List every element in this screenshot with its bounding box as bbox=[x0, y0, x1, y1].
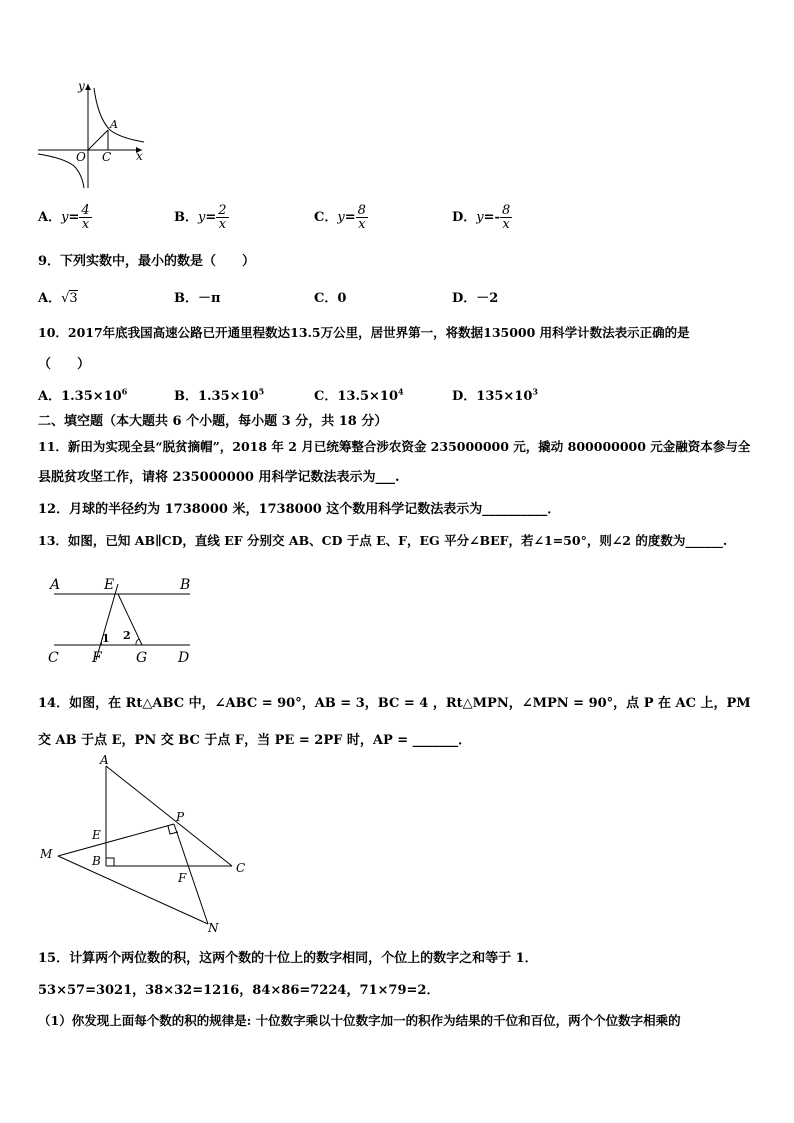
fig13-C: C bbox=[48, 650, 59, 666]
figure-q13-parallel-lines bbox=[44, 572, 204, 668]
q13-stem: 13．如图，已知 AB∥CD，直线 EF 分别交 AB、CD 于点 E、F，EG 平分∠BEF，若∠1=50°，则∠2 的度数为______. bbox=[38, 533, 728, 548]
fig14-B: B bbox=[92, 854, 101, 868]
q9-option-a: A．√3 bbox=[38, 291, 78, 306]
q9-option-c: C．0 bbox=[314, 291, 347, 306]
q11-line1: 11．新田为实现全县“脱贫摘帽”，2018 年 2 月已统筹整合涉农资金 235000000 元，撬动 800000000 元金融资本参与全 bbox=[38, 439, 751, 454]
figure-q8-graph bbox=[34, 78, 154, 193]
fig14-M: M bbox=[40, 847, 53, 861]
fig14-E: E bbox=[92, 828, 101, 842]
fig13-B: B bbox=[180, 577, 191, 593]
fig13-D: D bbox=[178, 650, 190, 666]
q10-option-d: D．$135\times 10^3$ bbox=[452, 386, 538, 404]
fig13-E: E bbox=[104, 577, 115, 593]
q8-option-d: D．y=- $\frac{8}{x}$ bbox=[452, 203, 511, 232]
fig8-y: y bbox=[78, 79, 85, 93]
fig14-N: N bbox=[208, 921, 219, 934]
q9-stem: 9．下列实数中，最小的数是（ ） bbox=[38, 254, 256, 269]
fig13-angle2: 2 bbox=[123, 629, 131, 642]
fig14-A: A bbox=[100, 753, 109, 767]
q8-option-c: C．y= $\frac{8}{x}$ bbox=[314, 203, 366, 232]
fig8-O: O bbox=[76, 150, 86, 164]
fig8-A: A bbox=[110, 118, 118, 131]
q15-sub1: （1）你发现上面每个数的积的规律是: 十位数字乘以十位数字加一的积作为结果的千位和百位，两个个位数字相乘的 bbox=[38, 1013, 681, 1028]
q15-stem: 15．计算两个两位数的积，这两个数的十位上的数字相同，个位上的数字之和等于 1． bbox=[38, 951, 538, 966]
q10-option-a: A．$1.35\times 10^6$ bbox=[38, 386, 128, 404]
figure-q14-triangles bbox=[36, 752, 256, 934]
section-2-heading: 二、填空题（本大题共 6 个小题，每小题 3 分，共 18 分） bbox=[38, 414, 388, 429]
q9-option-b: B．－π bbox=[174, 291, 221, 306]
q10-stem: 10．2017年底我国高速公路已开通里程数达13.5万公里，居世界第一，将数据135000 用科学计数法表示正确的是 bbox=[38, 325, 690, 340]
fig13-angle1: 1 bbox=[102, 632, 110, 645]
fig13-G: G bbox=[136, 650, 148, 666]
q11-line2: 县脱贫攻坚工作，请将 235000000 用科学记数法表示为___. bbox=[38, 470, 400, 485]
q12-stem: 12．月球的半径约为 1738000 米，1738000 这个数用科学记数法表示为__________． bbox=[38, 502, 561, 517]
fig8-x: x bbox=[136, 149, 143, 163]
fig8-C: C bbox=[102, 150, 112, 164]
fig13-A: A bbox=[50, 577, 61, 593]
q10-paren: （ ） bbox=[38, 357, 91, 372]
q15-examples: 53×57=3021，38×32=1216，84×86=7224，71×79=2． bbox=[38, 983, 440, 998]
q9-option-d: D．－2 bbox=[452, 291, 499, 306]
q8-option-a: A．y= $\frac{4}{x}$ bbox=[38, 203, 90, 232]
fig14-P: P bbox=[176, 810, 185, 824]
q10-option-b: B．$1.35\times 10^5$ bbox=[174, 386, 265, 404]
q10-option-c: C．$13.5\times 10^4$ bbox=[314, 386, 404, 404]
q14-line1: 14．如图，在 Rt△ABC 中，∠ABC = 90°，AB = 3，BC = 4 ，Rt△MPN，∠MPN = 90°，点 P 在 AC 上，PM bbox=[38, 696, 751, 711]
fig14-F: F bbox=[178, 871, 187, 885]
q14-line2: 交 AB 于点 E，PN 交 BC 于点 F，当 PE = 2PF 时，AP = _______． bbox=[38, 733, 472, 748]
fig14-C: C bbox=[236, 861, 246, 875]
fig13-F: F bbox=[92, 650, 102, 666]
q8-option-b: B．y= $\frac{2}{x}$ bbox=[174, 203, 227, 232]
